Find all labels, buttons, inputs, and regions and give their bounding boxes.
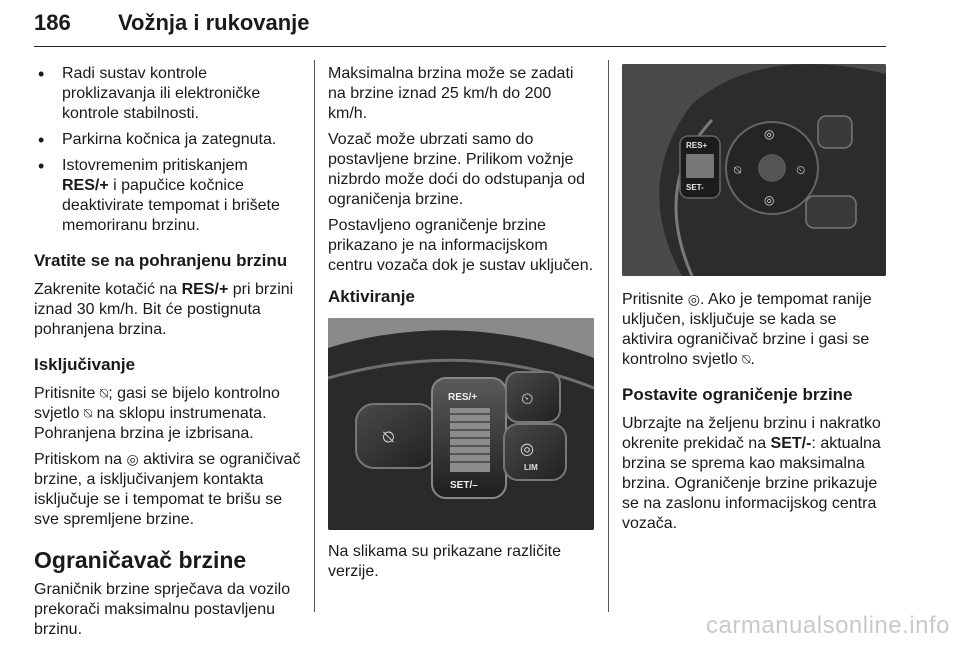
activate-heading: Aktiviranje — [328, 287, 415, 306]
off-heading: Isključivanje — [34, 355, 136, 374]
steering-controls-photo-alt — [622, 64, 886, 276]
text: Pritisnite — [34, 385, 100, 402]
upper-right-button — [818, 116, 852, 148]
speed-limiter-icon: ◎ — [520, 439, 534, 458]
limiter-icon: ◎ — [764, 193, 775, 207]
speed-limiter-icon: ◎ — [126, 452, 139, 468]
text: Ubrzajte na željenu brzinu i nakratko okrenite prekidač na — [622, 415, 881, 452]
list-item: • Parkirna kočnica ja zategnuta. — [34, 130, 302, 150]
cruise-off-icon: ⍉ — [742, 352, 751, 368]
steering-controls-photo — [328, 318, 594, 530]
res-label: RES+ — [686, 141, 708, 150]
resume-paragraph — [34, 280, 302, 340]
watermark: carmanualsonline.info — [706, 612, 950, 639]
section-heading: Ograničavač brzine — [34, 547, 247, 573]
text: Pritisnite — [622, 291, 688, 308]
off-paragraph — [34, 384, 302, 444]
list-item — [34, 156, 302, 236]
text: : aktualna brzina se sprema kao maksimalna brzina. Ograničenje brzine prikazuje se na zaslonu informacijskog centra vozača. — [622, 435, 881, 532]
text: na sklopu instrumenata. Pohranjena brzina je izbrisana. — [34, 405, 267, 442]
section-paragraph: Graničnik brzine sprječava da vozilo prekorači maksimalnu postavljenu brzinu. — [34, 581, 291, 638]
list-item: • Radi sustav kontrole proklizavanja ili elektroničke kontrole stabilnosti. — [34, 64, 302, 124]
text: aktivira se ograničivač brzine, a isključivanjem kontakta isključuje se i tempomat te brišu se sve spremljene brzine. — [34, 451, 301, 528]
set-label: SET/– — [450, 480, 478, 491]
cancel-button — [356, 404, 436, 468]
set-label: SET- — [686, 183, 704, 192]
res-label: RES/+ — [181, 281, 229, 298]
lower-right-button — [806, 196, 856, 228]
speed-limiter-icon: ◎ — [764, 127, 775, 141]
cruise-control-icon: ⏲ — [796, 163, 806, 177]
text: Zakrenite kotačić na — [34, 281, 182, 298]
text: Pritiskom na — [34, 451, 127, 468]
text: pri brzini iznad 30 km/h. Bit će postignuta pohranjena brzina. — [34, 281, 294, 338]
cruise-control-icon: ⏲ — [521, 389, 534, 408]
res-label: RES/+ — [62, 177, 109, 194]
column-1 — [34, 64, 302, 646]
paragraph: Postavljeno ograničenje brzine prikazano je na informacijskom centru vozača dok je sustav uključen. — [328, 217, 594, 274]
cruise-off-icon: ⍉ — [99, 386, 109, 402]
paragraph: Maksimalna brzina može se zadati na brzine iznad 25 km/h do 200 km/h. — [328, 65, 574, 122]
page-header — [34, 6, 886, 50]
speed-limiter-icon: ◎ — [687, 292, 701, 308]
set-limit-paragraph — [622, 414, 886, 534]
chapter-title: Vožnja i rukovanje — [118, 10, 310, 35]
figure-caption: Na slikama su prikazane različite verzije. — [328, 543, 561, 580]
column-2 — [328, 64, 594, 588]
page-number: 186 — [34, 10, 71, 35]
condition-list — [34, 64, 302, 236]
res-label: RES/+ — [448, 392, 478, 403]
cruise-off-icon: ⍉ — [83, 406, 93, 422]
header-divider — [34, 46, 886, 47]
text: ; gasi se bijelo kontrolno svjetlo — [34, 385, 280, 422]
text: . — [750, 351, 755, 368]
paragraph: Vozač može ubrzati samo do postavljene brzine. Prilikom vožnje nizbrdo može doći do odstupanja od ograničenja brzine. — [328, 131, 586, 208]
switch-rocker — [686, 154, 714, 178]
lim-label: LIM — [524, 463, 538, 472]
column-divider — [314, 60, 315, 612]
resume-heading: Vratite se na pohranjenu brzinu — [34, 251, 288, 270]
set-label: SET/- — [770, 435, 812, 452]
cruise-off-icon: ⍉ — [383, 427, 394, 448]
cruise-off-icon: ⍉ — [734, 163, 742, 177]
text: Istovremenim pritiskanjem — [62, 157, 248, 174]
text: . Ako je tempomat ranije uključen, isključuje se kada se aktivira ograničivač brzine i gasi se kontrolno svjetlo — [622, 291, 872, 368]
set-limit-heading: Postavite ograničenje brzine — [622, 385, 853, 404]
column-3 — [622, 64, 886, 540]
column-divider — [608, 60, 609, 612]
paragraph — [622, 290, 886, 370]
text: i papučice kočnice deaktivirate tempomat i brišete memoriranu brzinu. — [62, 177, 280, 234]
limiter-paragraph — [34, 450, 302, 530]
